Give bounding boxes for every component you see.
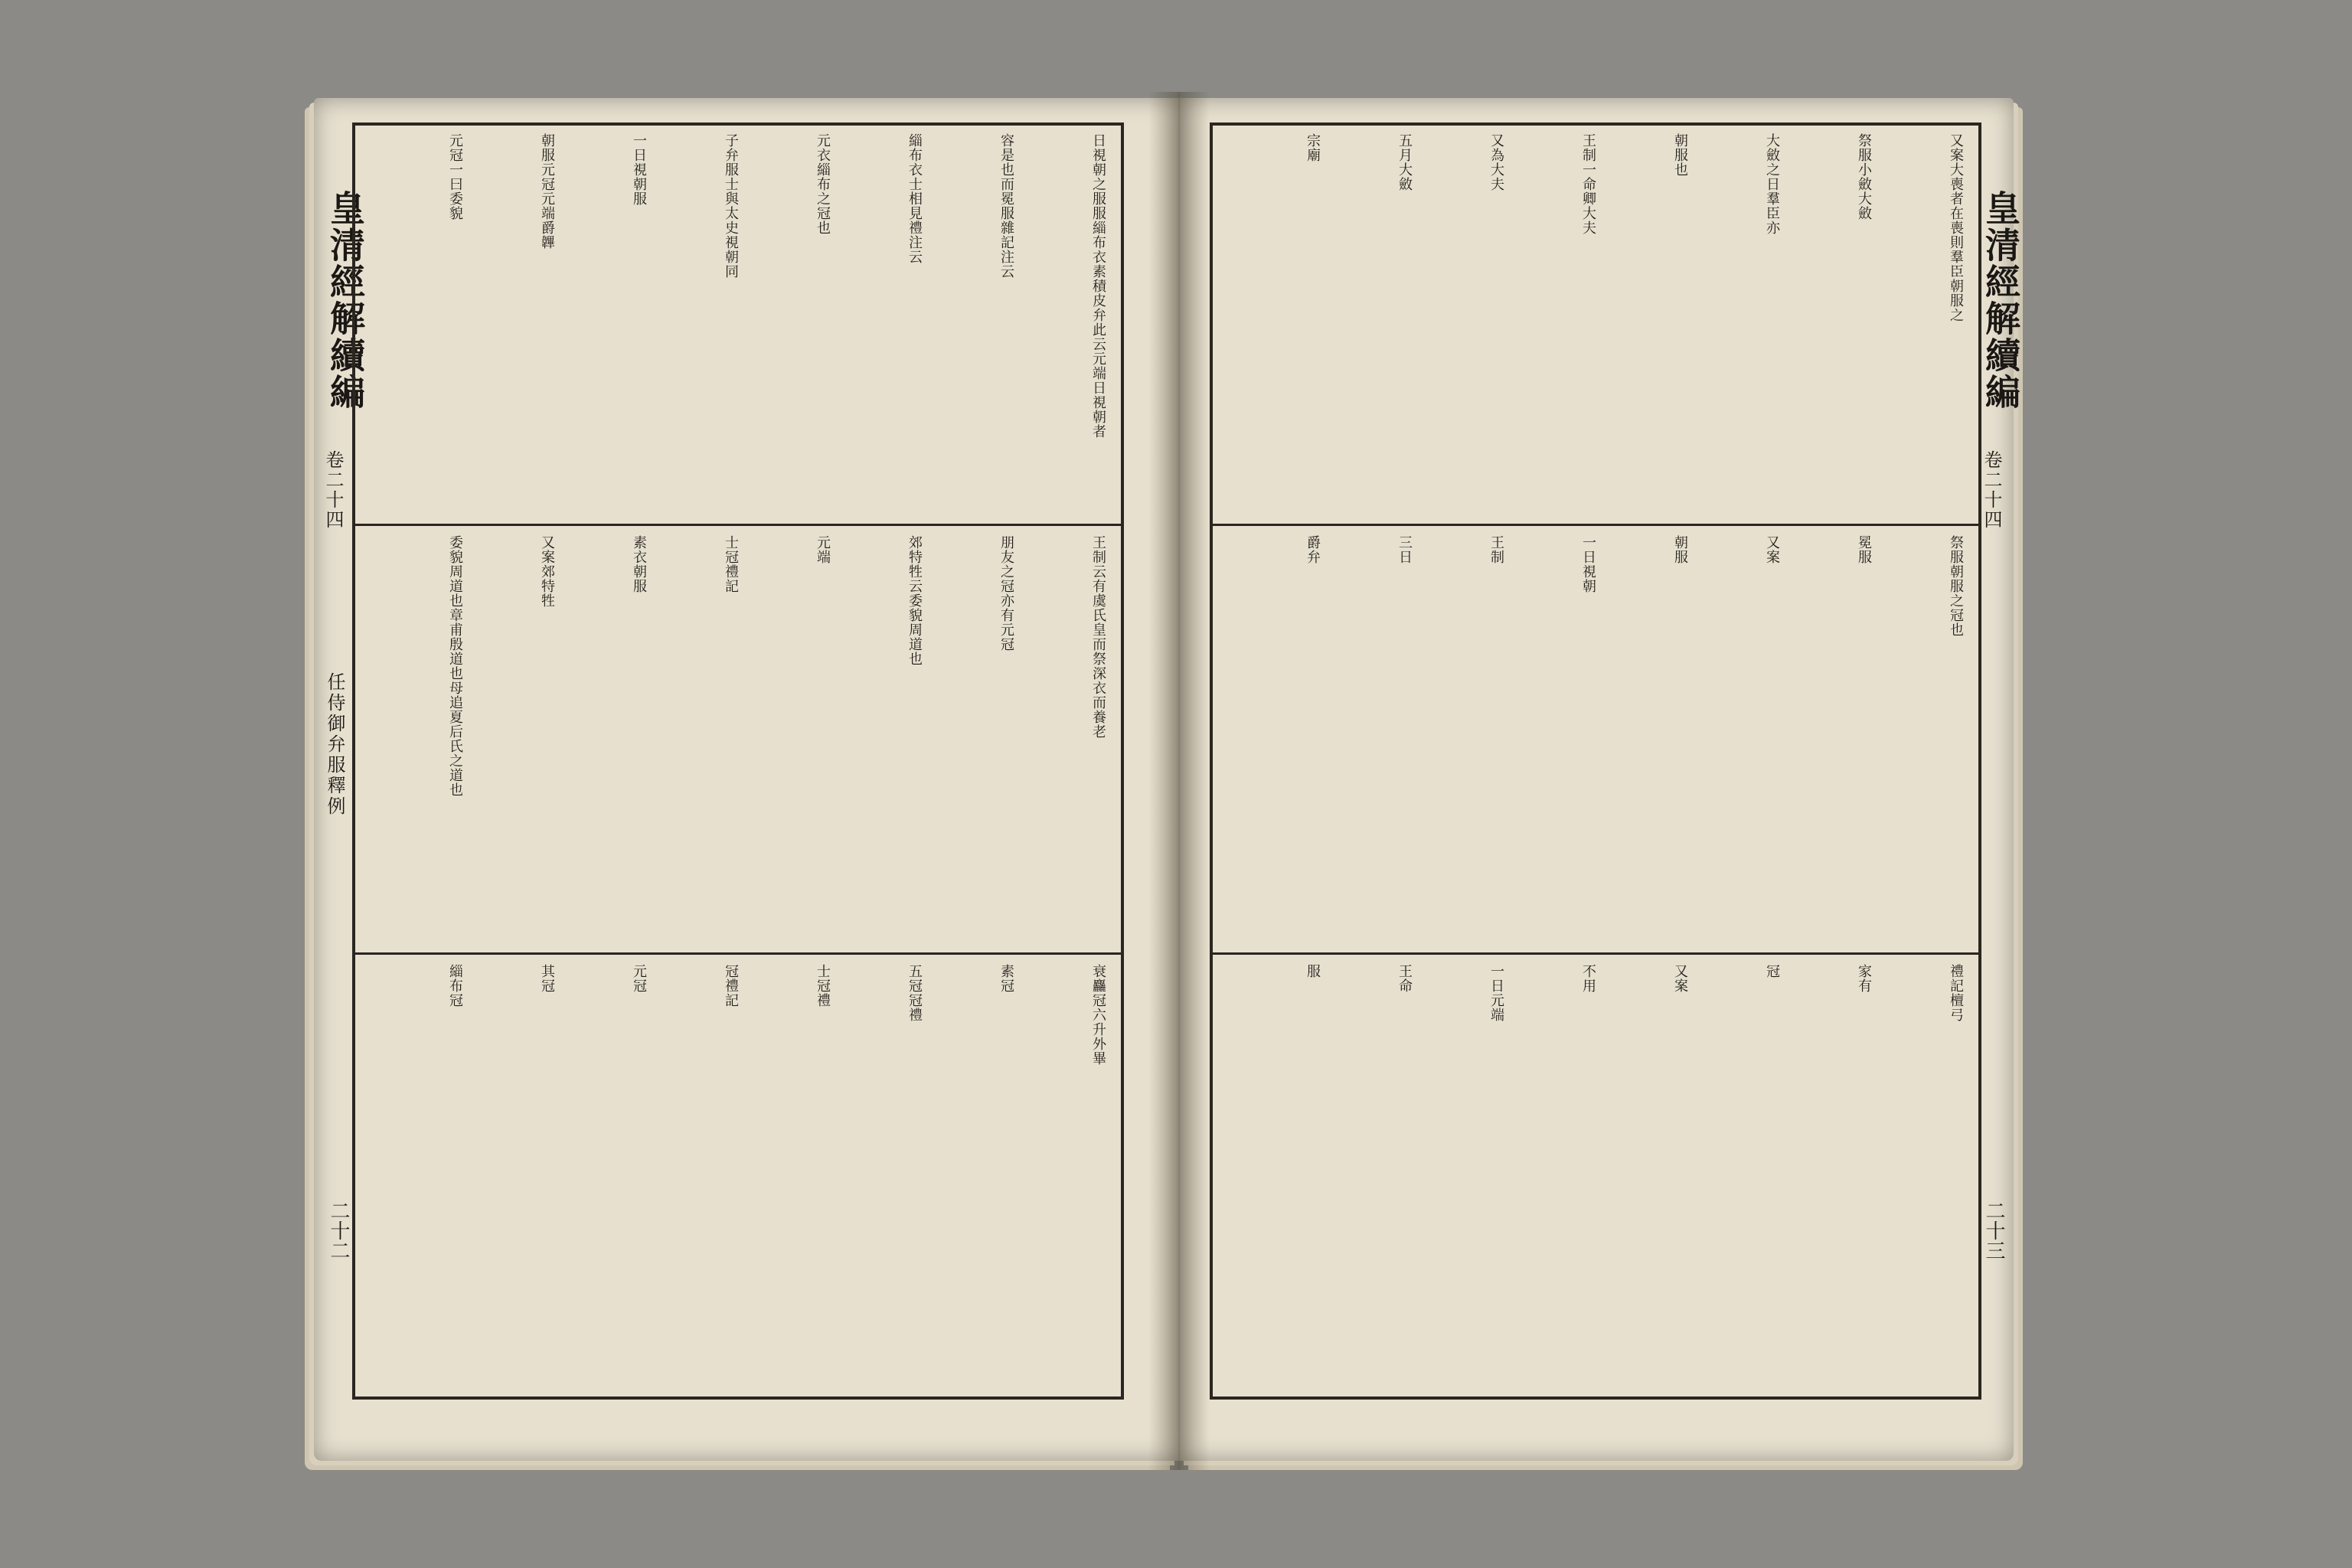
left-band-divider-2	[355, 952, 1121, 955]
text-column: 元衣緇布之冠也	[815, 133, 831, 235]
text-column: 其冠	[539, 964, 555, 993]
right-middle-band	[1213, 535, 1978, 941]
running-title-right: 皇清經解續編	[1980, 190, 2021, 410]
text-column: 禮記檀弓	[1948, 964, 1964, 1022]
text-column: 郊特牲云委貌周道也	[906, 535, 923, 666]
right-band-divider-2	[1213, 952, 1978, 955]
text-column: 王制云有虞氏皇而祭深衣而養老	[1090, 535, 1106, 739]
text-column: 素衣朝服	[631, 535, 647, 593]
text-column: 日視朝之服服緇布衣素積皮弁此云元端日視朝者	[1090, 133, 1106, 439]
text-column: 朝服也	[1672, 133, 1688, 177]
right-text-frame	[1210, 122, 1981, 1400]
text-column: 一日元端	[1488, 964, 1504, 1022]
text-column: 士冠禮	[815, 964, 831, 1008]
text-column: 一日視朝服	[631, 133, 647, 206]
text-column: 緇布冠	[447, 964, 463, 1008]
left-band-divider-1	[355, 524, 1121, 526]
text-column: 一日視朝	[1580, 535, 1596, 593]
text-column: 緇布衣士相見禮注云	[906, 133, 923, 264]
text-column: 大斂之日羣臣亦	[1764, 133, 1780, 235]
text-column: 祭服小斂大斂	[1856, 133, 1872, 220]
text-column: 衰麤冠六升外畢	[1090, 964, 1106, 1066]
text-column: 子弁服士與太史視朝同	[723, 133, 739, 279]
left-top-band	[355, 133, 1121, 516]
left-bottom-band	[355, 964, 1121, 1385]
text-column: 元冠一曰委貌	[447, 133, 463, 220]
text-column: 五月大斂	[1396, 133, 1413, 191]
left-middle-band	[355, 535, 1121, 941]
text-column: 又案郊特牲	[539, 535, 555, 608]
text-column: 祭服朝服之冠也	[1948, 535, 1964, 637]
volume-number-left: 卷二十四	[322, 450, 344, 530]
text-column: 王命	[1396, 964, 1413, 993]
folio-left: 二十二	[327, 1200, 350, 1260]
folio-right: 二十三	[1982, 1200, 2005, 1260]
text-column: 元冠	[631, 964, 647, 993]
text-column: 士冠禮記	[723, 535, 739, 593]
text-column: 服	[1305, 964, 1321, 978]
text-column: 不用	[1580, 964, 1596, 993]
text-column: 冠	[1764, 964, 1780, 978]
left-page	[314, 98, 1179, 1461]
text-column: 朋友之冠亦有元冠	[998, 535, 1014, 652]
book-gutter	[1148, 92, 1210, 1470]
text-column: 王制	[1488, 535, 1504, 564]
text-column: 容是也而冕服雜記注云	[998, 133, 1014, 279]
text-column: 王制一命卿大夫	[1580, 133, 1596, 235]
text-column: 五冠冠禮	[906, 964, 923, 1022]
text-column: 家有	[1856, 964, 1872, 993]
right-band-divider-1	[1213, 524, 1978, 526]
text-column: 宗廟	[1305, 133, 1321, 162]
right-top-band	[1213, 133, 1978, 516]
text-column: 爵弁	[1305, 535, 1321, 564]
volume-number-right: 卷二十四	[1981, 450, 2002, 530]
text-column: 朝服	[1672, 535, 1688, 564]
text-column: 又為大夫	[1488, 133, 1504, 191]
text-column: 三日	[1396, 535, 1413, 564]
text-column: 素冠	[998, 964, 1014, 993]
text-column: 元端	[815, 535, 831, 564]
text-column: 委貌周道也章甫殷道也母追夏后氏之道也	[447, 535, 463, 797]
text-column: 冠禮記	[723, 964, 739, 1008]
text-column: 又案大喪者在喪則羣臣朝服之	[1948, 133, 1964, 322]
right-bottom-band	[1213, 964, 1978, 1385]
text-column: 又案	[1764, 535, 1780, 564]
right-page	[1179, 98, 2021, 1461]
text-column: 冕服	[1856, 535, 1872, 564]
text-column: 又案	[1672, 964, 1688, 993]
text-column: 朝服元冠元端爵韠	[539, 133, 555, 250]
left-text-frame	[352, 122, 1124, 1400]
running-title-left: 皇清經解續編	[325, 190, 366, 410]
side-label-left: 任侍御弁服釋例	[324, 672, 345, 817]
